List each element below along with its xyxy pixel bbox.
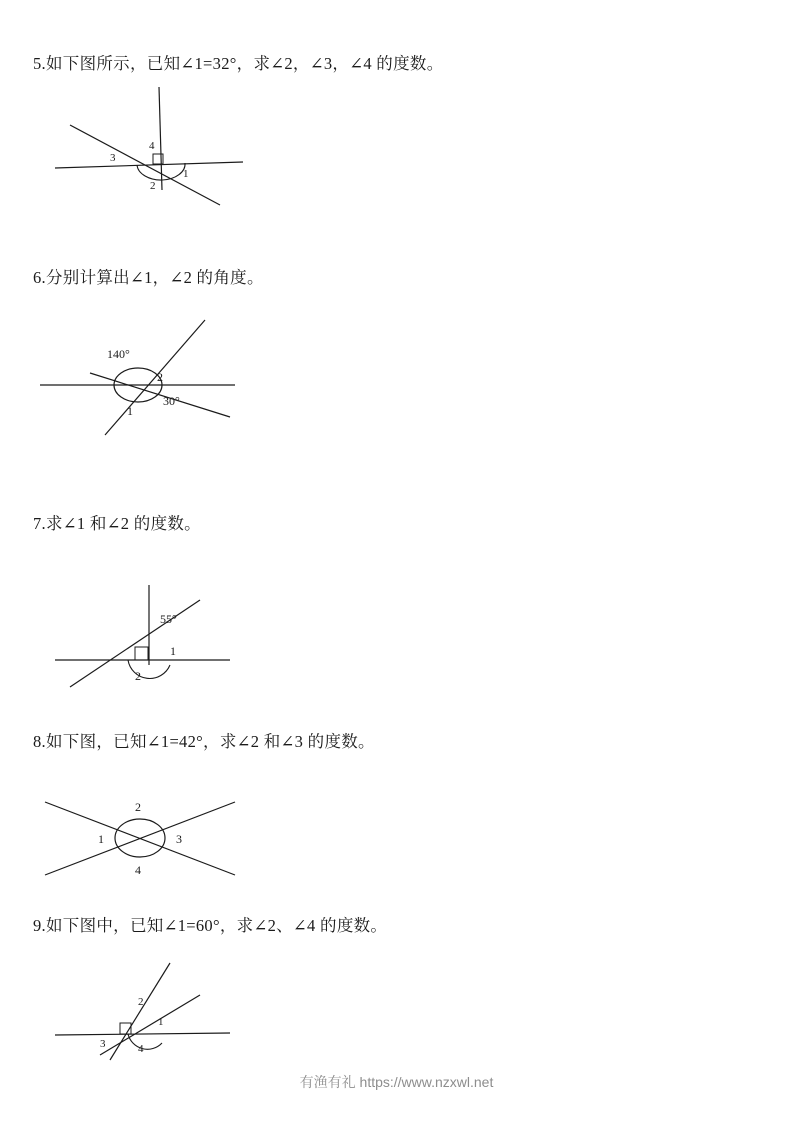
figure-label-2: 2 (157, 370, 163, 384)
question-6-figure (30, 305, 260, 445)
figure-label-4: 4 (149, 140, 155, 152)
question-9-text: 9.如下图中，已知∠1=60°，求∠2、∠4 的度数。 (33, 916, 388, 935)
figure-label-2: 2 (135, 800, 141, 814)
figure-label-3: 3 (100, 1038, 106, 1050)
figure-label-1: 1 (183, 168, 189, 180)
figure-label-1: 1 (127, 404, 133, 418)
figure-label-4: 4 (135, 863, 141, 877)
figure-label-2: 2 (150, 180, 156, 192)
question-7-text: 7.求∠1 和∠2 的度数。 (33, 514, 201, 533)
figure-label-3: 3 (176, 832, 182, 846)
footer-credit: 有渔有礼 https://www.nzxwl.net (299, 1074, 494, 1090)
figure-label-3: 3 (110, 152, 116, 164)
figure-label-140: 140° (107, 347, 130, 361)
question-5-text: 5.如下图所示，已知∠1=32°，求∠2，∠3，∠4 的度数。 (33, 54, 444, 73)
figure-label-2: 2 (138, 996, 144, 1008)
figure-label-30: 30° (163, 394, 180, 408)
question-8-figure (35, 785, 255, 890)
question-5-figure (40, 85, 270, 215)
question-6-text: 6.分别计算出∠1，∠2 的角度。 (33, 268, 264, 287)
figure-label-1: 1 (170, 644, 176, 658)
figure-label-55: 55° (160, 612, 177, 626)
question-8-text: 8.如下图，已知∠1=42°，求∠2 和∠3 的度数。 (33, 732, 375, 751)
figure-label-2: 2 (135, 669, 141, 683)
figure-label-4: 4 (138, 1043, 144, 1055)
question-9-figure (40, 955, 260, 1065)
question-7-figure (40, 575, 260, 700)
figure-label-1: 1 (98, 832, 104, 846)
figure-label-1: 1 (158, 1016, 164, 1028)
